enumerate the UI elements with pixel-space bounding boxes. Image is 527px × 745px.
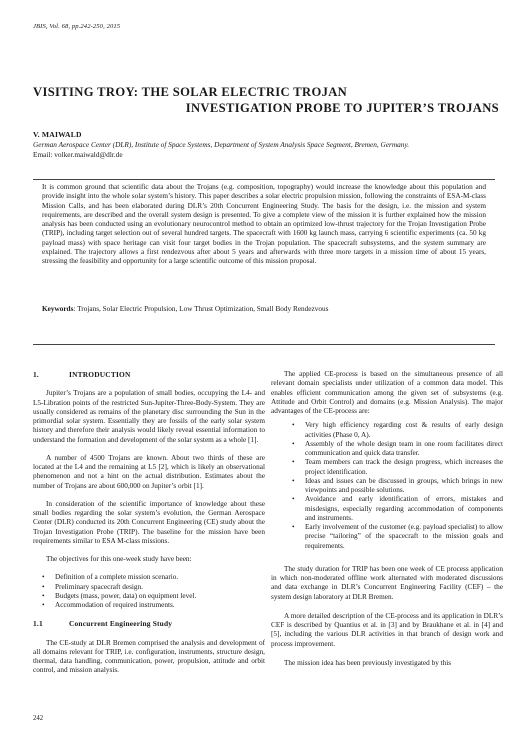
page-number: 242 [33, 715, 44, 722]
keywords [42, 305, 486, 314]
ce-process-paragraph: The applied CE-process is based on the simultaneous presence of all relevant domain specialists under utilization of a common data model. This enables efficient communication among the given set of subsystems (e.g. Attitude and Orbit Control) and domains (e.g. Mission Analysis). The major advantages of the CE-process are: [271, 370, 503, 415]
list-item: • Team members can track the design progress, which increases the project identification. [271, 458, 503, 477]
list-item: • Avoidance and early identification of errors, mistakes and misdesigns, especially regarding accommodation of components and instruments. [271, 495, 503, 523]
list-item: • Ideas and issues can be discussed in groups, which brings in new viewpoints and possible solutions. [271, 477, 503, 496]
objectives-intro: The objectives for this one-week study have been: [46, 555, 192, 563]
subsection-heading-ce-study [33, 619, 265, 628]
study-duration-paragraph: The study duration for TRIP has been one week of CE process application in which non-moderated offline work alternated with moderated discussions and data exchange in DLR’s Concurrent Engineering Facility (CEF) – the system design laboratory at DLR Bremen. [271, 564, 503, 601]
advantages-list [271, 421, 503, 551]
intro-paragraph-3: In consideration of the scientific importance of knowledge about these small bodies regarding the solar system’s evolution, the German Aerospace Center (DLR) conducted its 20th Concurrent Engineering (CE) study about the Trojan Investigation Probe (TRIP). The baseline for the mission have been requirements similar to ESA M-class missions. [33, 499, 265, 545]
keywords-list: : Trojans, Solar Electric Propulsion, Low Thrust Optimization, Small Body Rendezvous [73, 305, 329, 313]
mission-idea-paragraph: The mission idea has been previously investigated by this [284, 658, 452, 667]
list-item: • Budgets (mass, power, data) on equipment level. [33, 592, 265, 601]
keywords-label: Keywords [42, 305, 74, 313]
list-item: • Assembly of the whole design team in one room facilitates direct communication and quick data transfer. [271, 440, 503, 459]
ce-study-paragraph: The CE-study at DLR Bremen comprised the analysis and development of all domains relevant for TRIP, i.e. configuration, instruments, structure design, thermal, data handling, communication, power, propulsion, attitude and orbit control, and mission analysis. [33, 638, 265, 675]
list-item: • Definition of a complete mission scenario. [33, 573, 265, 582]
author-name: V. MAIWALD [33, 130, 82, 139]
list-item: • Very high efficiency regarding cost & results of early design activities (Phase 0, A). [271, 421, 503, 440]
section-number: 1. [33, 370, 39, 379]
subsection-title: Concurrent Engineering Study [69, 619, 173, 629]
intro-paragraph-1: Jupiter’s Trojans are a population of small bodies, occupying the L4- and L5-Libration points of the restricted Sun-Jupiter-Three-Body-System. They are usually considered as remains of the planetary disc surrounding the Sun in the primordial solar system. Essentially they are fossils of the early solar system history and therefore their analysis would likely reveal essential information to understand the formation and development of the solar system as a whole [1]. [33, 389, 265, 444]
journal-reference: JBIS, Vol. 68, pp.242-250, 2015 [33, 23, 121, 30]
section-title: INTRODUCTION [69, 370, 131, 379]
paper-title-line-1: VISITING TROY: THE SOLAR ELECTRIC TROJAN [33, 85, 348, 99]
abstract-top-rule [33, 179, 495, 180]
list-item: • Accommodation of required instruments. [33, 601, 265, 610]
abstract-bottom-rule [33, 344, 495, 345]
ce-description-paragraph: A more detailed description of the CE-process and its application in DLR’s CEF is described by Quantius et al. in [3] and by Braukhane et al. in [4] and [5], including the various DLR activities in that branch of design work and process improvement. [271, 611, 503, 648]
objectives-list [33, 573, 265, 610]
left-column [33, 370, 265, 685]
right-column [271, 370, 503, 677]
paper-title-line-2: INVESTIGATION PROBE TO JUPITER’S TROJANS [185, 101, 499, 115]
section-heading-introduction [33, 370, 265, 379]
author-email[interactable]: Email: volker.maiwald@dlr.de [33, 150, 123, 159]
list-item: • Early involvement of the customer (e.g. payload specialist) to allow precise “tailoring” of the spacecraft to the mission goals and requirements. [271, 523, 503, 551]
list-item: • Preliminary spacecraft design. [33, 583, 265, 592]
abstract-text: It is common ground that scientific data about the Trojans (e.g. composition, topography) would increase the knowledge about this population and provide insight into the whole solar system’s history. This paper describes a solar electric propulsion mission, following the constraints of ESA-M-class Mission Calls, and has been elaborated during DLR’s 20th Concurrent Engineering Study. The basis for the design, i.e. the mission and system requirements, are described and the overall system design is presented. To give a complete view of the mission it is further explained how the mission analysis has been conducted using an evolutionary neurocontrol method to obtain an optimized low-thrust trajectory for the Trojan Investigation Probe (TRIP), including target selection out of several hundred targets. The spacecraft with 1600 kg launch mass, carrying 6 scientific experiments (ca. 50 kg payload mass) with space heritage can visit four target bodies in the Trojan population. The spacecraft subsystems, and the system summary are explained. The trajectory allows a first rendezvous after about 5 years and afterwards with three more targets in a mission time of about 15 years, stressing the feasibility and opportunity for a large scientific outcome of this mission proposal. [42, 183, 486, 266]
subsection-number: 1.1 [33, 619, 43, 629]
intro-paragraph-2: A number of 4500 Trojans are known. About two thirds of these are located at the L4 and the remaining at L5 [2], which is likely an observational phenomenon and not a hint on the actual distribution. Estimates about the number of Trojans are about 600,000 on Jupiter’s orbit [1]. [33, 453, 265, 490]
author-affiliation: German Aerospace Center (DLR), Institute of Space Systems, Department of System Analysis Space Segment, Bremen, Germany. [33, 140, 410, 149]
